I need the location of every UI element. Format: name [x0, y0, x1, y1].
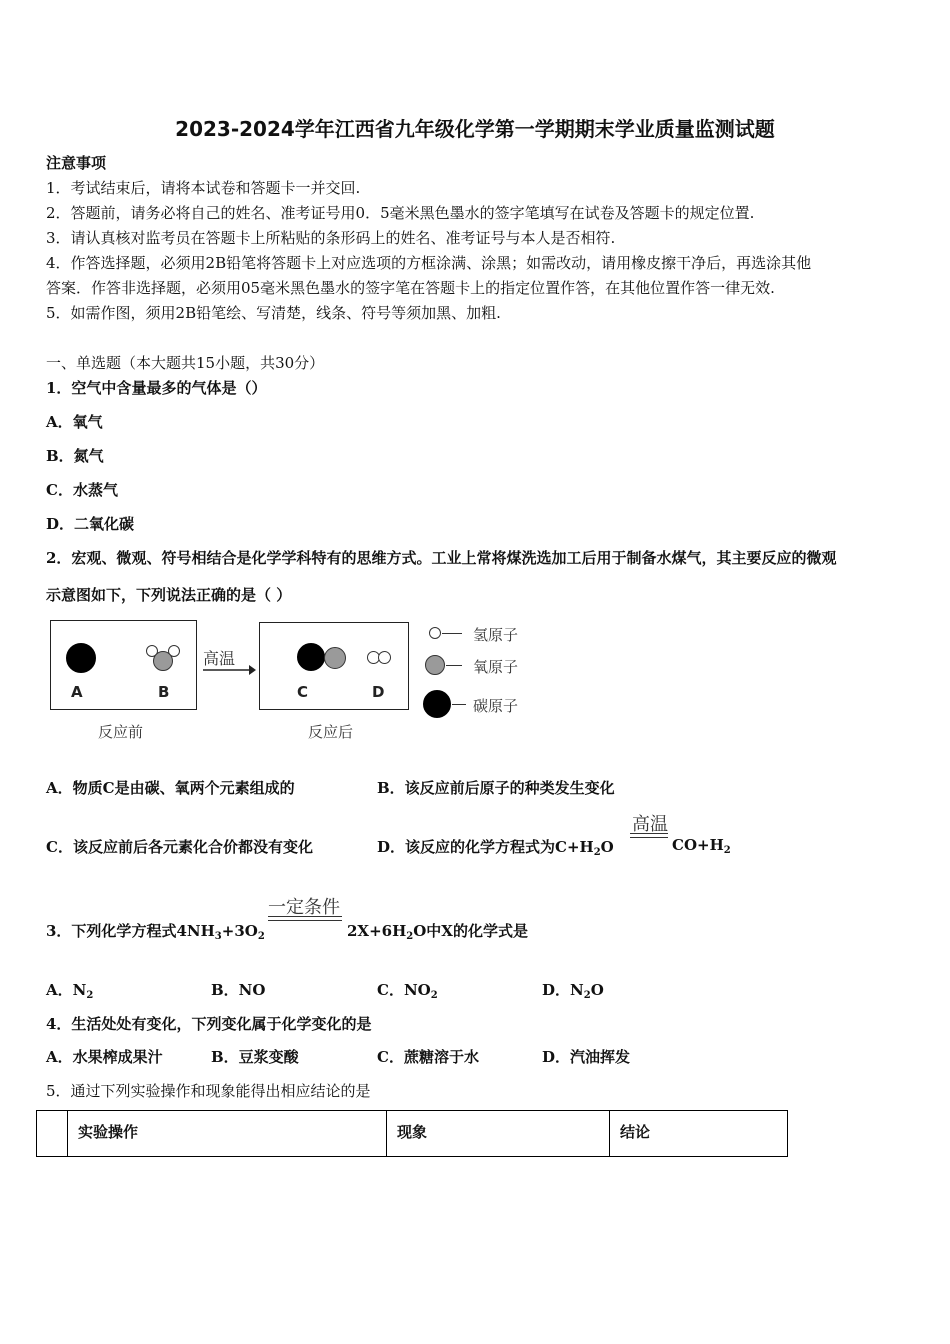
q2-option-b: B．该反应前后原子的种类发生变化 — [377, 779, 615, 797]
table-header-cell — [37, 1111, 68, 1157]
q5-stem: 5．通过下列实验操作和现象能得出相应结论的是 — [46, 1082, 371, 1100]
q4-option-d: D．汽油挥发 — [542, 1048, 631, 1066]
table-header-row — [37, 1111, 788, 1157]
table-header-operation: 实验操作 — [68, 1111, 387, 1157]
q1-option-b: B．氮气 — [46, 447, 104, 465]
notice-item: 5．如需作图，须用2B铅笔绘、写清楚，线条、符号等须加黑、加粗. — [46, 304, 501, 322]
table-header-conclusion: 结论 — [610, 1111, 788, 1157]
notice-item: 答案．作答非选择题，必须用05毫米黑色墨水的签字笔在答题卡上的指定位置作答，在其他位置作答一律无效. — [46, 279, 775, 297]
legend-carbon: 碳原子 — [473, 697, 519, 715]
notice-item: 1．考试结束后，请将本试卷和答题卡一并交回. — [46, 179, 361, 197]
q3-option-b: B．NO — [211, 981, 266, 999]
q2-equation-condition: 高温 — [632, 814, 668, 835]
q2-option-a: A．物质C是由碳、氧两个元素组成的 — [46, 779, 295, 797]
experiment-table — [36, 1110, 788, 1157]
equation-equals — [630, 833, 668, 838]
table-header-phenomenon: 现象 — [387, 1111, 610, 1157]
q1-stem: 1．空气中含量最多的气体是（） — [46, 379, 267, 397]
q3-equation-condition: 一定条件 — [268, 897, 340, 918]
q4-option-c: C．蔗糖溶于水 — [377, 1048, 479, 1066]
arrow-condition: 高温 — [203, 649, 236, 668]
q2-stem-line2: 示意图如下，下列说法正确的是（ ） — [46, 586, 292, 604]
legend-hydrogen-icon — [429, 627, 441, 639]
q2-stem-line1: 2．宏观、微观、符号相结合是化学学科特有的思维方式。工业上常将煤洗选加工后用于制备水煤气，其主要反应的微观 — [46, 549, 837, 567]
label-after: 反应后 — [308, 723, 354, 741]
notice-heading: 注意事项 — [46, 154, 107, 172]
notice-item: 4．作答选择题，必须用2B铅笔将答题卡上对应选项的方框涂满、涂黑；如需改动，请用橡皮擦干净后，再选涂其他 — [46, 254, 812, 272]
q3-option-d: D．$N_2O$ — [542, 981, 604, 1001]
letter-c: C — [297, 683, 309, 701]
equation-equals — [268, 916, 342, 921]
q2-option-c: C．该反应前后各元素化合价都没有变化 — [46, 838, 313, 856]
legend-line — [446, 665, 462, 666]
q3-stem: 3．下列化学方程式$4NH_3+3O_2$ — [46, 922, 265, 942]
q1-option-c: C．水蒸气 — [46, 481, 118, 499]
q2-equation-product: $CO+H_2$ — [672, 836, 731, 856]
oxygen-atom — [324, 647, 346, 669]
notice-item: 3．请认真核对监考员在答题卡上所粘贴的条形码上的姓名、准考证号与本人是否相符. — [46, 229, 616, 247]
q4-option-b: B．豆浆变酸 — [211, 1048, 299, 1066]
letter-d: D — [372, 683, 385, 701]
q3-option-a: A．$N_2$ — [46, 981, 94, 1001]
letter-b: B — [158, 683, 170, 701]
letter-a: A — [71, 683, 83, 701]
label-before: 反应前 — [98, 723, 144, 741]
legend-oxygen: 氧原子 — [473, 658, 519, 676]
carbon-atom — [66, 643, 96, 673]
q4-stem: 4．生活处处有变化，下列变化属于化学变化的是 — [46, 1015, 372, 1033]
page-title: 2023-2024学年江西省九年级化学第一学期期末学业质量监测试题 — [175, 117, 775, 141]
legend-hydrogen: 氢原子 — [473, 626, 519, 644]
oxygen-atom — [153, 651, 173, 671]
q4-option-a: A．水果榨成果汁 — [46, 1048, 163, 1066]
q1-option-d: D．二氧化碳 — [46, 515, 135, 533]
legend-oxygen-icon — [425, 655, 445, 675]
legend-line — [452, 704, 466, 705]
legend-carbon-icon — [423, 690, 451, 718]
carbon-atom — [297, 643, 325, 671]
notice-item: 2．答题前，请务必将自己的姓名、准考证号用0．5毫米黑色墨水的签字笔填写在试卷及答题卡的规定位置. — [46, 204, 755, 222]
section-heading: 一、单选题（本大题共15小题，共30分） — [46, 354, 325, 372]
legend-line — [442, 633, 462, 634]
q1-option-a: A．氧气 — [46, 413, 103, 431]
arrow-icon — [201, 664, 257, 676]
q3-option-c: C．$NO_2$ — [377, 981, 438, 1001]
q2-option-d: D．该反应的化学方程式为$C+H_2O$ — [377, 838, 614, 858]
hydrogen-atom — [378, 651, 391, 664]
q3-stem-tail: $2X+6H_2O$中X的化学式是 — [347, 922, 528, 942]
